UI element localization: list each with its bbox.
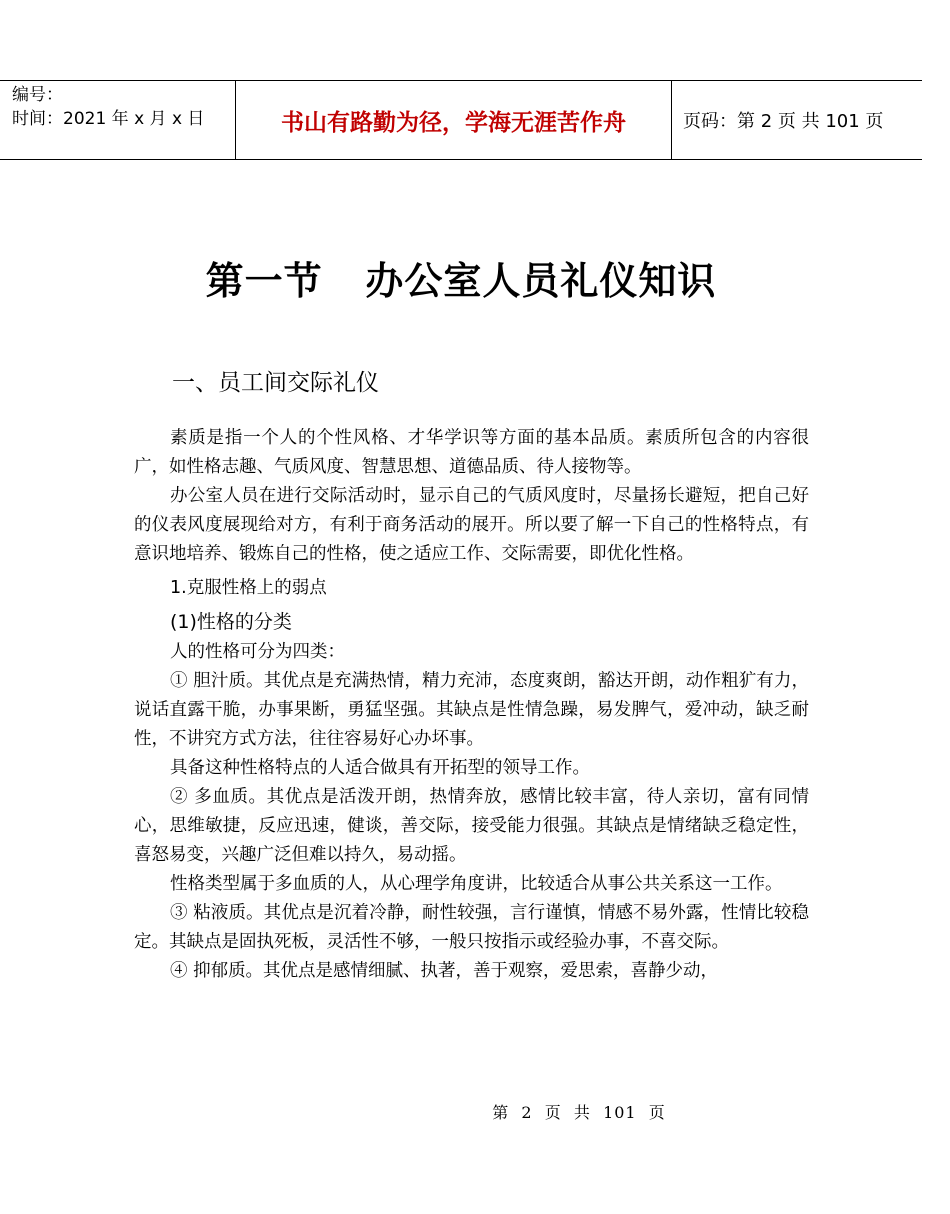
header-meta — [12, 83, 234, 131]
paragraph: ③ 粘液质。其优点是沉着冷静，耐性较强，言行谨慎，情感不易外露，性情比较稳定。其缺点是固执死板，灵活性不够，一般只按指示或经验办事，不喜交际。 — [134, 903, 809, 952]
paragraph: ① 胆汁质。其优点是充满热情，精力充沛，态度爽朗，豁达开朗，动作粗犷有力，说话直露干脆，办事果断，勇猛坚强。其缺点是性情急躁，易发脾气，爱冲动，缺乏耐性，不讲究方式方法，往往容易好心办坏事。 — [134, 671, 809, 749]
paragraph: 办公室人员在进行交际活动时，显示自己的气质风度时，尽量扬长避短，把自己好的仪表风度展现给对方，有利于商务活动的展开。所以要了解一下自己的性格特点，有意识地培养、锻炼自己的性格，使之适应工作、交际需要，即优化性格。 — [134, 486, 809, 564]
header-number-label: 编号： — [12, 85, 63, 105]
section-heading: 一、员工间交际礼仪 — [172, 370, 379, 396]
document-body — [134, 424, 809, 986]
header-time-label: 时间：2021 年 x 月 x 日 — [12, 109, 205, 129]
document-title: 第一节 办公室人员礼仪知识 — [205, 259, 717, 303]
paragraph: 性格类型属于多血质的人，从心理学角度讲，比较适合从事公共关系这一工作。 — [170, 874, 783, 894]
header-motto: 书山有路勤为径，学海无涯苦作舟 — [281, 109, 626, 136]
header-divider — [671, 81, 672, 159]
paragraph: ② 多血质。其优点是活泼开朗，热情奔放，感情比较丰富，待人亲切，富有同情心，思维敏捷，反应迅速，健谈，善交际，接受能力很强。其缺点是情绪缺乏稳定性，喜怒易变，兴趣广泛但难以持久，易动摇。 — [134, 787, 809, 865]
paragraph: 人的性格可分为四类： — [170, 642, 345, 662]
paragraph: ④ 抑郁质。其优点是感情细腻、执著，善于观察，爱思索，喜静少动， — [170, 961, 719, 981]
header-page-info: 页码：第 2 页 共 101 页 — [683, 111, 884, 132]
paragraph: 素质是指一个人的个性风格、才华学识等方面的基本品质。素质所包含的内容很广，如性格志趣、气质风度、智慧思想、道德品质、待人接物等。 — [134, 428, 809, 477]
subheading: (1)性格的分类 — [170, 611, 292, 633]
subheading: 1.克服性格上的弱点 — [170, 578, 327, 598]
page-header — [0, 80, 922, 160]
page-footer: 第 2 页 共 101 页 — [492, 1103, 666, 1122]
paragraph: 具备这种性格特点的人适合做具有开拓型的领导工作。 — [170, 758, 590, 778]
